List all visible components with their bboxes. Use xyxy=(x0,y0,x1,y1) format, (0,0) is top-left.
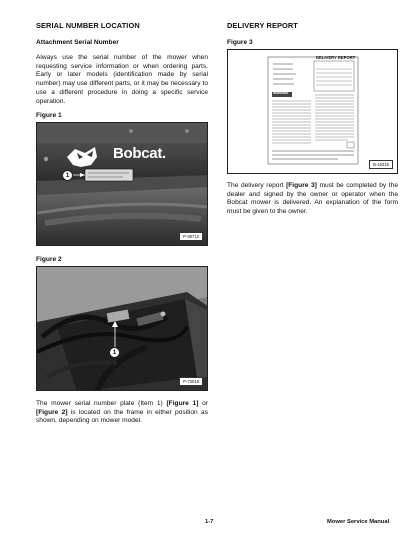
caption-ref-figure2: [Figure 2] xyxy=(36,408,68,416)
caption-text-1: The mower serial number plate (Item 1) xyxy=(36,400,167,407)
figure1-label: Figure 1 xyxy=(36,112,62,119)
caption-ref-figure1: [Figure 1] xyxy=(166,400,199,407)
page-number: 1-7 xyxy=(205,519,214,525)
manual-title: Mower Service Manual xyxy=(327,519,390,525)
delivery-ref-figure3: [Figure 3] xyxy=(286,182,317,189)
figure2-photo xyxy=(36,266,208,391)
figure1-photo xyxy=(36,122,208,246)
delivery-text-1: The delivery report xyxy=(227,182,287,189)
report-form-title: DELIVERY REPORT xyxy=(316,55,356,60)
caption-text-3: is located on the frame in either position as shown, depending on mower model. xyxy=(36,408,208,425)
section-title-delivery-report: DELIVERY REPORT xyxy=(227,21,298,30)
callout-item-1-fig2: 1 xyxy=(109,347,120,358)
paragraph-delivery-report xyxy=(227,182,398,217)
caption-serial-plate-location xyxy=(36,400,208,426)
mower-deck-illustration xyxy=(37,123,208,246)
delivery-text-2: must be completed by the dealer and signed by the owner or operator when the Bobcat mower is delivered. An explanation of the form must be given to the owner. xyxy=(227,182,398,216)
bobcat-wordmark: Bobcat. xyxy=(113,145,166,162)
callout-item-1: 1 xyxy=(62,170,73,181)
figure3-part-number: B-16315 xyxy=(369,160,393,169)
mower-frame-illustration xyxy=(37,267,208,391)
paragraph-serial-number: Always use the serial number of the mower when requesting service information or when ordering parts. Early or later models (identification made by serial number) may use different parts, or it may be necessary to use a different procedure in doing a specific service operation. xyxy=(36,54,208,105)
figure2-label: Figure 2 xyxy=(36,256,62,263)
figure3-delivery-report-form xyxy=(227,49,398,174)
figure1-part-number: P-38713 xyxy=(179,232,203,241)
figure3-label: Figure 3 xyxy=(227,39,253,46)
figure2-part-number: P-73019 xyxy=(179,377,203,386)
section-title-serial-number-location: SERIAL NUMBER LOCATION xyxy=(36,21,140,30)
caption-text-2: or xyxy=(198,400,209,407)
report-form-warning: WARNING xyxy=(273,91,289,95)
serial-plate xyxy=(85,169,133,181)
delivery-report-form-illustration xyxy=(228,50,398,174)
subheading-attachment-serial-number: Attachment Serial Number xyxy=(36,39,119,46)
